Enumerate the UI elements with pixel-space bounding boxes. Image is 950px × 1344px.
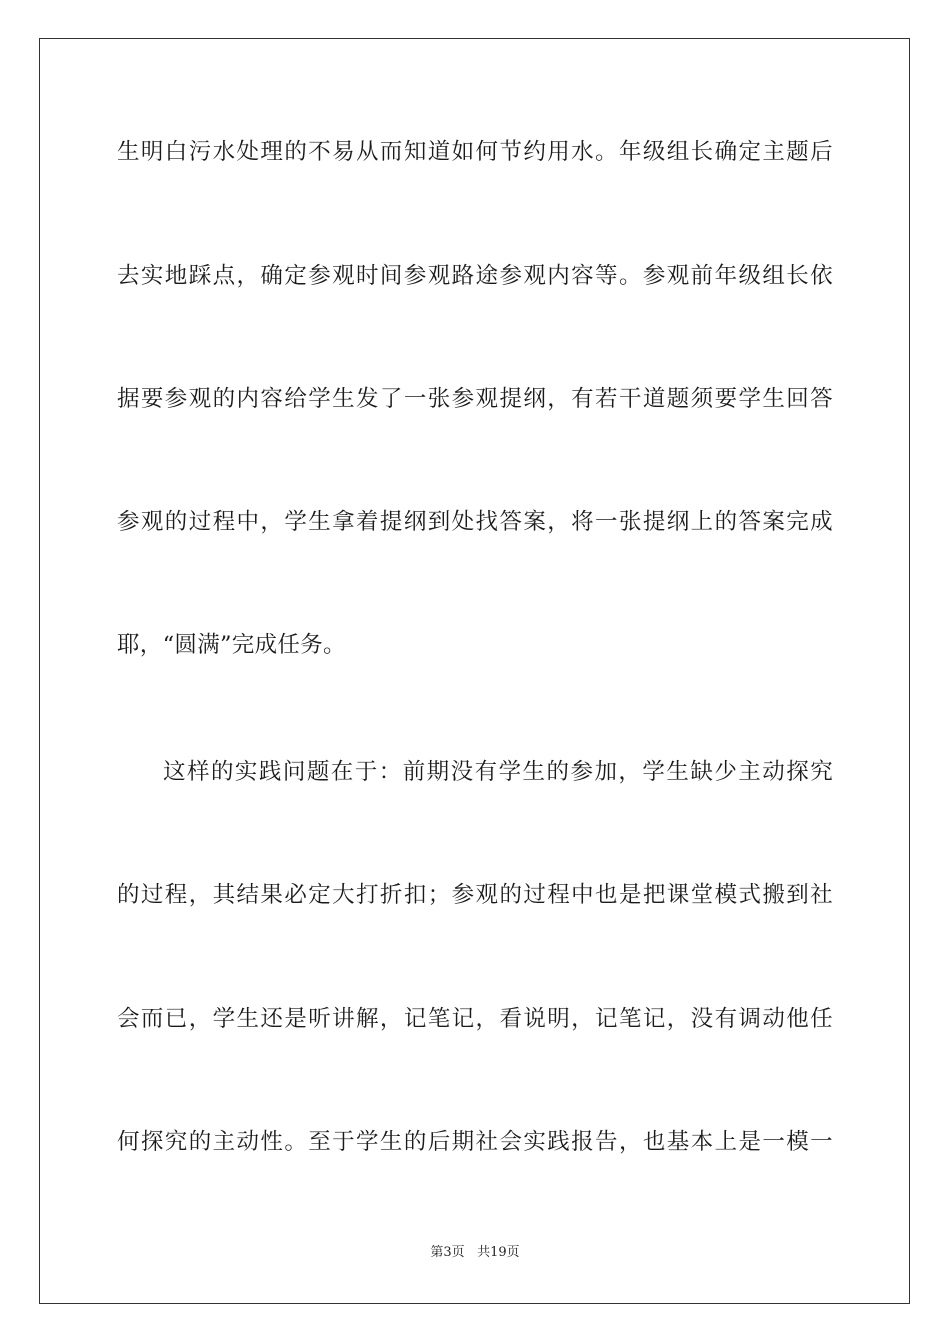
page-number: 第3页 <box>430 1245 465 1260</box>
body-text-line-1: 生明白污水处理的不易从而知道如何节约用水。年级组长确定主题后 <box>117 139 833 165</box>
body-text-line-9: 何探究的主动性。至于学生的后期社会实践报告，也基本上是一模一 <box>117 1129 833 1155</box>
body-text-line-8: 会而已，学生还是听讲解，记笔记，看说明，记笔记，没有调动他任 <box>117 1006 833 1032</box>
body-text-line-6: 这样的实践问题在于：前期没有学生的参加，学生缺少主动探究 <box>163 759 833 785</box>
body-text-line-3: 据要参观的内容给学生发了一张参观提纲，有若干道题须要学生回答 <box>117 386 833 412</box>
page-footer <box>0 1244 950 1262</box>
body-text-line-2: 去实地踩点，确定参观时间参观路途参观内容等。参观前年级组长依 <box>117 263 833 289</box>
body-text-line-4: 参观的过程中，学生拿着提纲到处找答案，将一张提纲上的答案完成 <box>117 509 833 535</box>
body-text-line-7: 的过程，其结果必定大打折扣；参观的过程中也是把课堂模式搬到社 <box>117 882 833 908</box>
body-text-line-5: 耶，“圆满”完成任务。 <box>117 632 346 658</box>
page-total: 共19页 <box>477 1245 520 1260</box>
page-border <box>39 38 910 1304</box>
